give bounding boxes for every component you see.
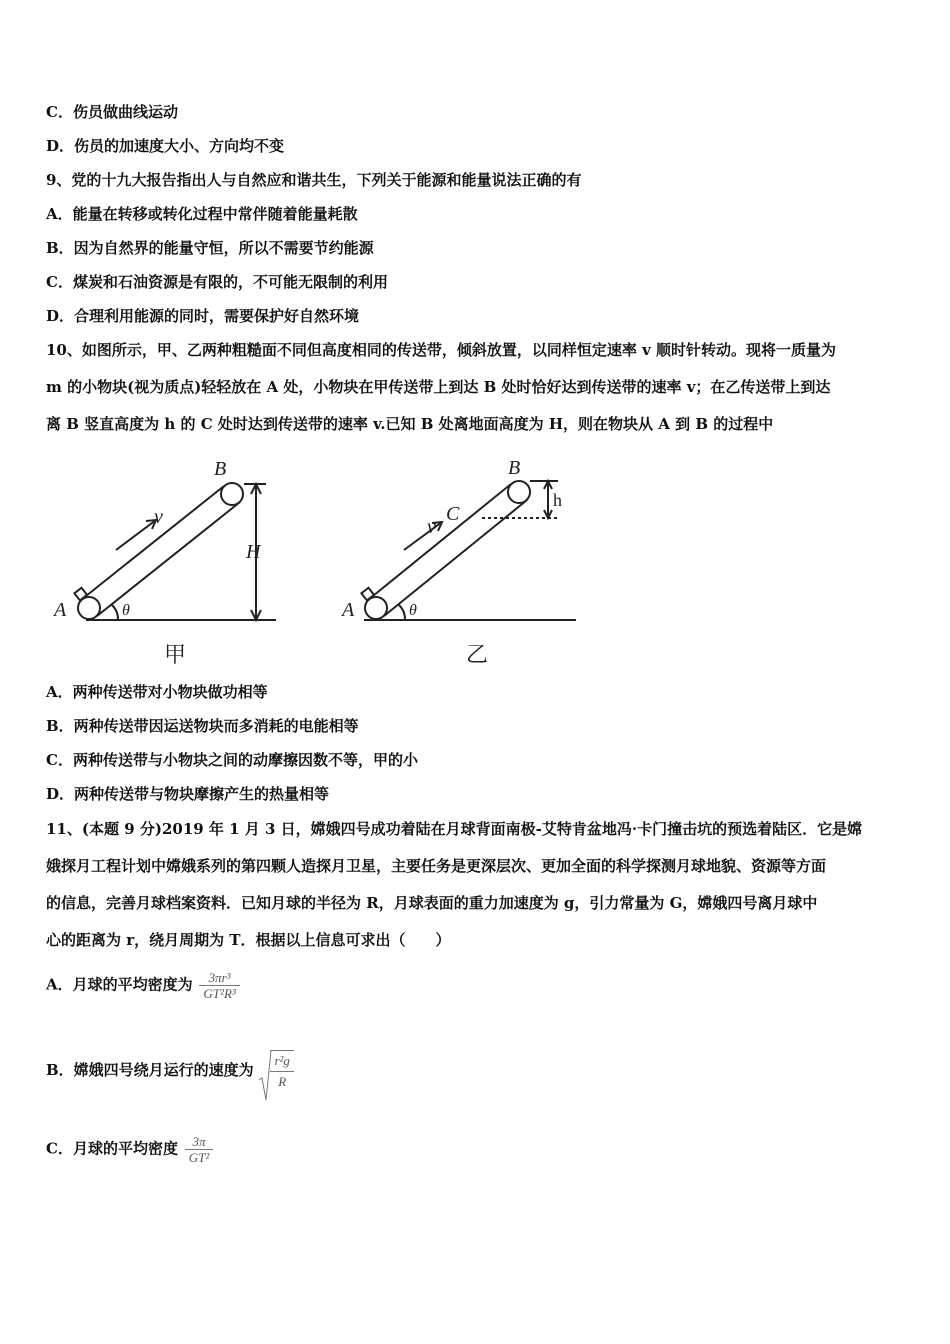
q11-stem-line1: 11、(本题 9 分)2019 年 1 月 3 日，嫦娥四号成功着陆在月球背面南极-艾特肯盆地冯·卡门撞击坑的预选着陆区．它是嫦 [46,820,863,838]
q9-option-d: D．合理利用能源的同时，需要保护好自然环境 [46,307,360,325]
label-h-big: H [246,541,261,563]
label-v-jia: v [154,506,163,528]
label-v-yi: v [427,516,436,538]
label-h-small: h [553,490,562,510]
label-b-jia: B [214,458,227,480]
q10-option-b: B．两种传送带因运送物块而多消耗的电能相等 [46,717,359,735]
label-c-yi: C [446,503,460,525]
formula-b-numerator: r²g [270,1050,293,1072]
formula-c-denominator: GT² [188,1150,210,1165]
q9-option-a: A．能量在转移或转化过程中常伴随着能量耗散 [46,205,358,223]
q11-option-c-formula [185,1134,214,1165]
q8-option-c: C．伤员做曲线运动 [46,103,178,121]
q10-stem-line3: 离 B 竖直高度为 h 的 C 处时达到传送带的速率 v.已知 B 处离地面高度为 H，则在物块从 A 到 B 的过程中 [46,415,774,433]
q11-option-a-formula [199,970,239,1001]
angle-arc-jia [112,605,118,620]
figure-yi [361,481,576,620]
label-theta-yi: θ [409,602,417,619]
label-theta-jia: θ [122,602,130,619]
sqrt-sign-icon [258,1050,272,1102]
q10-stem-line1: 10、如图所示，甲、乙两种粗糙面不同但高度相同的传送带，倾斜放置，以同样恒定速率 v 顺时针转动。现将一质量为 [46,341,837,359]
q9-option-c: C．煤炭和石油资源是有限的，不可能无限制的利用 [46,273,388,291]
q9-option-b: B．因为自然界的能量守恒，所以不需要节约能源 [46,239,374,257]
q10-option-d: D．两种传送带与物块摩擦产生的热量相等 [46,785,330,803]
formula-a-numerator: 3πr³ [199,970,239,986]
angle-arc-yi [399,605,405,620]
q11-option-a [46,970,240,1001]
label-a-jia: A [54,599,67,621]
caption-jia: 甲 [164,643,187,668]
q11-option-b [46,1050,294,1092]
q10-option-c: C．两种传送带与小物块之间的动摩擦因数不等，甲的小 [46,751,418,769]
q11-stem-line4: 心的距离为 r，绕月周期为 T．根据以上信息可求出（ ） [46,931,451,949]
label-a-yi: A [342,599,355,621]
belt-bottom-jia [97,502,240,616]
belt-top-yi [368,484,511,600]
q8-option-d: D．伤员的加速度大小、方向均不变 [46,137,285,155]
q11-option-b-formula [258,1050,293,1092]
q9-stem: 9、党的十九大报告指出人与自然应和谐共生，下列关于能源和能量说法正确的有 [46,171,582,189]
conveyor-belt-figure [46,450,606,675]
q11-option-c [46,1134,213,1165]
formula-c-numerator: 3π [185,1134,214,1150]
q11-option-b-text: B．嫦娥四号绕月运行的速度为 [46,1061,254,1079]
q11-option-c-text: C．月球的平均密度 [46,1139,178,1158]
q11-stem-line3: 的信息，完善月球档案资料．已知月球的半径为 R，月球表面的重力加速度为 g，引力常量为 G，嫦娥四号离月球中 [46,894,818,912]
caption-yi: 乙 [466,643,489,668]
label-b-yi: B [508,457,521,479]
belt-top-jia [81,486,224,600]
q10-stem-line2: m 的小物块(视为质点)轻轻放在 A 处，小物块在甲传送带上到达 B 处时恰好达到传送带的速率 v；在乙传送带上到达 [46,378,831,396]
q11-option-a-text: A．月球的平均密度为 [46,975,193,994]
formula-a-denominator: GT²R³ [203,986,236,1001]
formula-b-denominator: R [278,1074,287,1089]
q10-option-a: A．两种传送带对小物块做功相等 [46,683,268,701]
q11-stem-line2: 娥探月工程计划中嫦娥系列的第四颗人造探月卫星，主要任务是更深层次、更加全面的科学探测月球地貌、资源等方面 [46,857,827,875]
